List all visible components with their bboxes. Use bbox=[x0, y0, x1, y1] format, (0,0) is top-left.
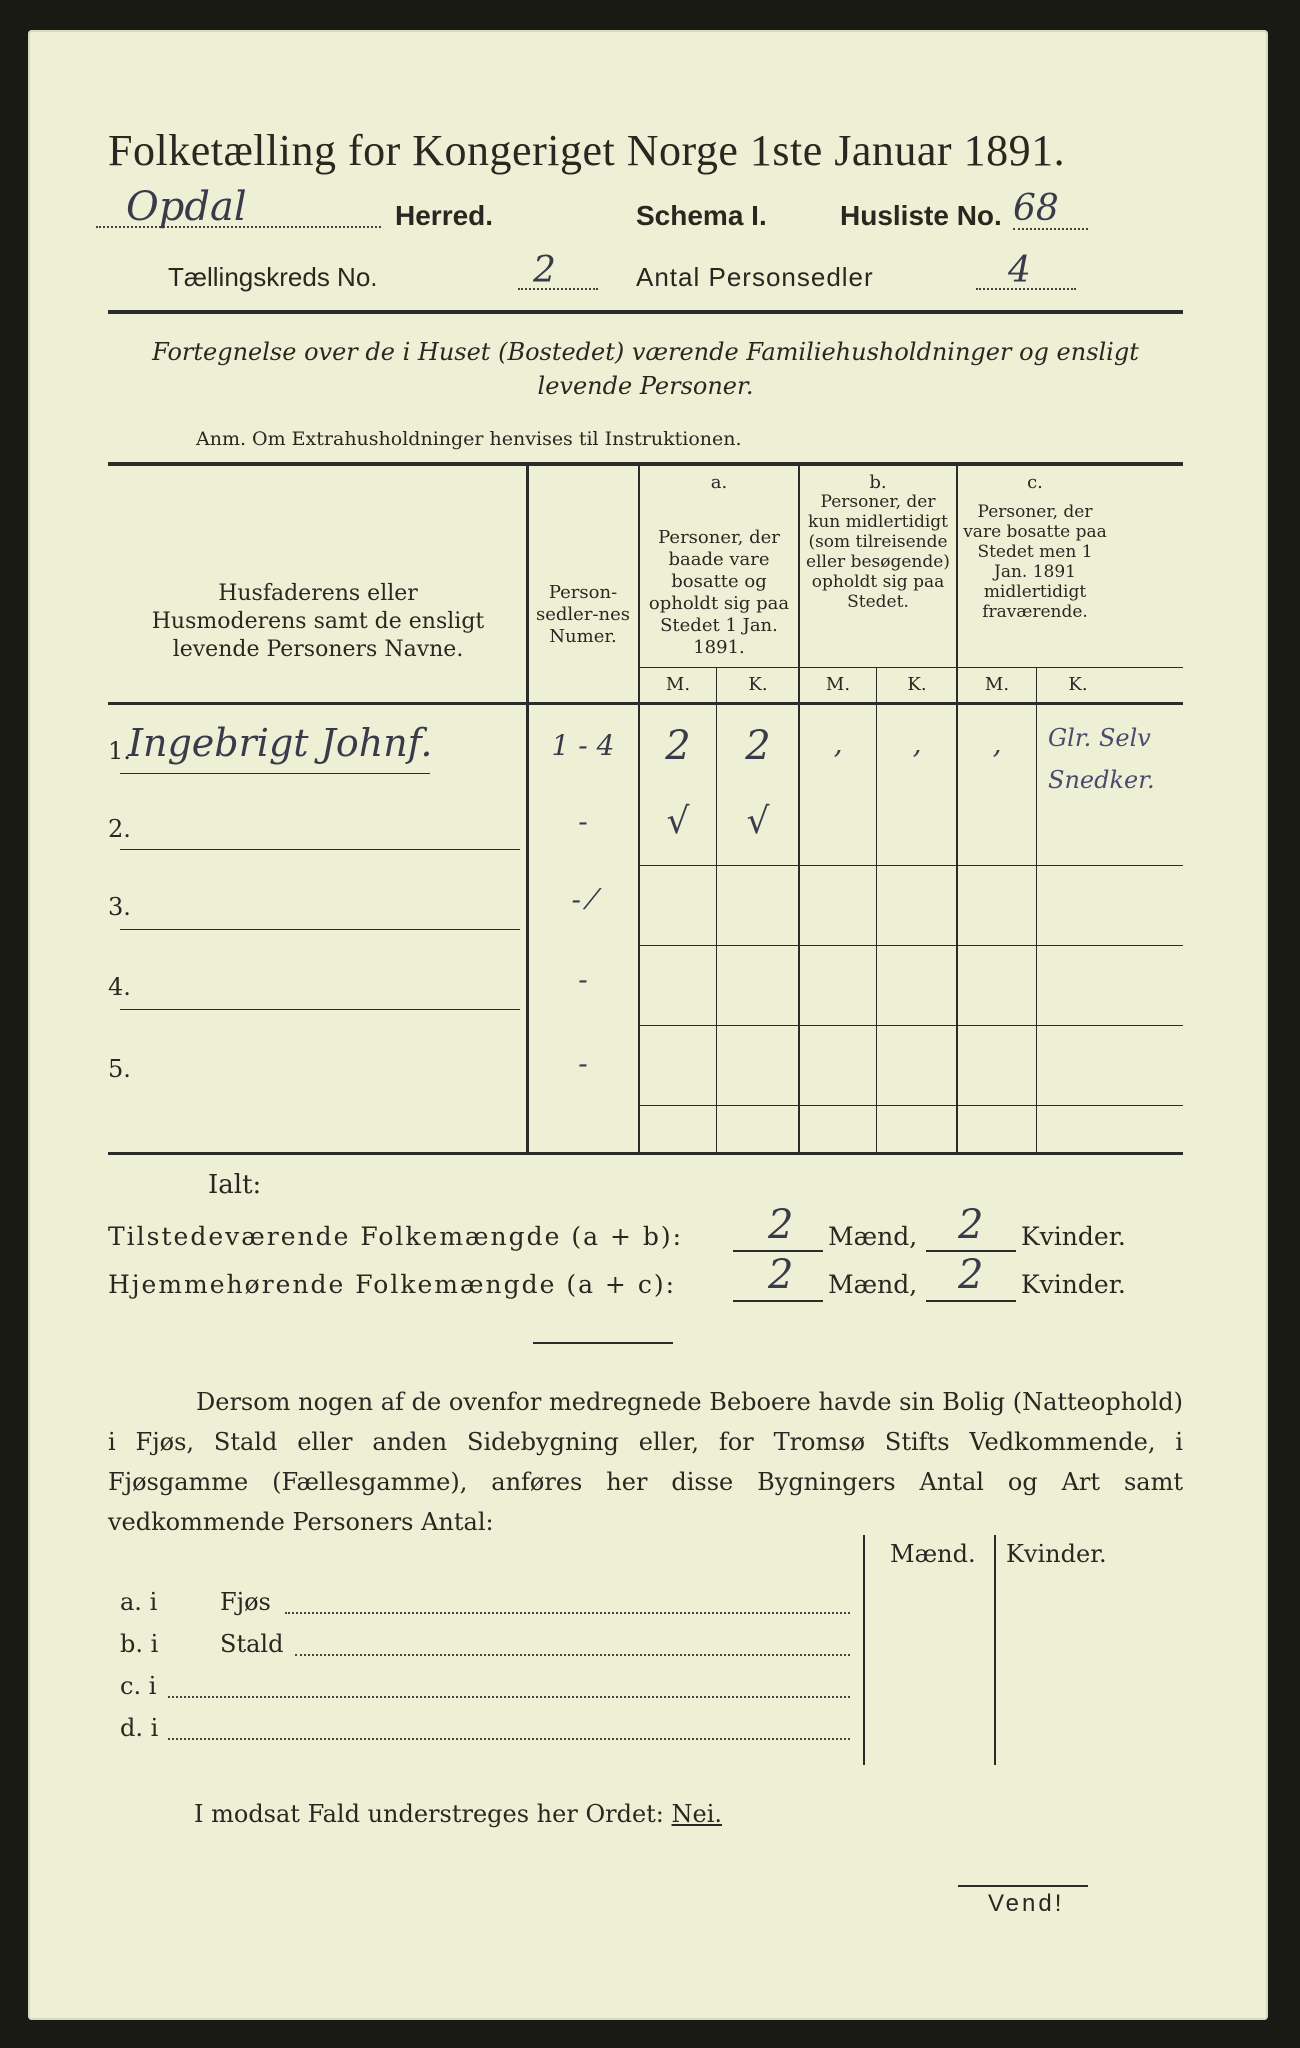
building-row-stald bbox=[120, 1630, 860, 1670]
total-resident-men: 2 bbox=[768, 1252, 794, 1298]
husliste-value: 68 bbox=[1013, 188, 1059, 229]
row-ak: 2 bbox=[745, 723, 771, 769]
building-row-fjos bbox=[120, 1588, 860, 1628]
kreds-value: 2 bbox=[533, 250, 556, 291]
row-am: 2 bbox=[665, 723, 691, 769]
row-num: - bbox=[578, 805, 588, 838]
row-name: Ingebrigt Johnf. bbox=[128, 721, 433, 765]
footer-text bbox=[194, 1800, 722, 1828]
herred-label: Herred. bbox=[395, 200, 494, 231]
row-number: 3. bbox=[108, 893, 131, 921]
row-num: - bbox=[578, 1047, 588, 1080]
building-label: Fjøs bbox=[220, 1588, 271, 1616]
col-num-header: Person-sedler-nes Numer. bbox=[536, 582, 630, 647]
row-number: 4. bbox=[108, 973, 131, 1001]
herred-field bbox=[96, 184, 386, 230]
table-row bbox=[108, 785, 1183, 865]
col-c-m: M. bbox=[984, 674, 1010, 695]
col-b-letter: b. bbox=[869, 472, 887, 493]
table-row bbox=[108, 945, 1183, 1025]
building-label: Stald bbox=[220, 1630, 284, 1658]
buildings-col-men: Mænd. bbox=[890, 1540, 976, 1568]
row-number: 1. bbox=[108, 737, 131, 765]
col-a-m: M. bbox=[665, 674, 691, 695]
herred-value: Opdal bbox=[126, 184, 247, 230]
total-resident-label: Hjemmehørende Folkemængde (a + c): bbox=[108, 1270, 676, 1299]
page-title: Folketælling for Kongeriget Norge 1ste Januar 1891. bbox=[108, 126, 1066, 175]
col-b-header: Personer, der kun midlertidigt (som tilreisende eller besøgende) opholdt sig paa Stedet. bbox=[806, 492, 950, 612]
row-bm: ‚ bbox=[833, 727, 843, 760]
col-a-letter: a. bbox=[710, 472, 728, 493]
kreds-label: Tællingskreds No. bbox=[168, 262, 378, 292]
row-num: 1 - 4 bbox=[551, 729, 615, 762]
row-cm: ‚ bbox=[992, 727, 1002, 760]
kvinder-label-2: Kvinder. bbox=[1021, 1270, 1126, 1299]
ialt-label: Ialt: bbox=[208, 1170, 262, 1200]
col-b-m: M. bbox=[825, 674, 851, 695]
intro-text: Fortegnelse over de i Huset (Bostedet) værende Familiehusholdninger og ensligt levende Personer. bbox=[152, 338, 1139, 400]
buildings-text: Dersom nogen af de ovenfor medregnede Beboere havde sin Bolig (Natteophold) i Fjøs, Stald eller anden Sidebygning eller, for Tromsø Stifts Vedkommende, i Fjøsgamme (Fællesgamme), anføres her disse Bygningers Antal og Art samt vedkommende Personers Antal: bbox=[108, 1388, 1183, 1536]
col-a-k: K. bbox=[748, 674, 768, 695]
table-row bbox=[108, 865, 1183, 945]
row-number: 5. bbox=[108, 1055, 131, 1083]
col-c-k: K. bbox=[1068, 674, 1088, 695]
maend-label-1: Mænd, bbox=[828, 1222, 918, 1251]
table-row bbox=[108, 1025, 1183, 1105]
table-row bbox=[108, 705, 1183, 794]
total-resident-women: 2 bbox=[958, 1252, 984, 1298]
row-num: - bbox=[578, 963, 588, 996]
divider bbox=[533, 1342, 673, 1344]
footer-label: I modsat Fald understreges her Ordet: bbox=[194, 1800, 664, 1828]
row-bk: ‚ bbox=[912, 727, 922, 760]
household-table bbox=[108, 462, 1183, 1157]
census-form bbox=[28, 30, 1268, 2020]
col-b-k: K. bbox=[907, 674, 927, 695]
buildings-col-women: Kvinder. bbox=[1006, 1540, 1107, 1568]
building-key: d. i bbox=[120, 1714, 159, 1742]
building-row-c bbox=[120, 1672, 860, 1712]
vend-label: Vend! bbox=[988, 1890, 1065, 1917]
col-name-header: Husfaderens eller Husmoderens samt de ensligt levende Personers Navne. bbox=[151, 581, 485, 662]
antal-label: Antal Personsedler bbox=[636, 262, 874, 292]
anm-note: Anm. Om Extrahusholdninger henvises til Instruktionen. bbox=[196, 428, 742, 450]
col-a-header: Personer, der baade vare bosatte og opholdt sig paa Stedet 1 Jan. 1891. bbox=[648, 527, 790, 658]
col-c-header: Personer, der vare bosatte paa Stedet men 1 Jan. 1891 midlertidigt fraværende. bbox=[963, 502, 1107, 622]
row-number: 2. bbox=[108, 815, 131, 843]
building-key: c. i bbox=[120, 1672, 157, 1700]
building-key: a. i bbox=[120, 1588, 158, 1616]
husliste-label: Husliste No. bbox=[840, 200, 1002, 231]
row-num: - ⁄ bbox=[571, 883, 595, 916]
maend-label-2: Mænd, bbox=[828, 1270, 918, 1299]
kvinder-label-1: Kvinder. bbox=[1021, 1222, 1126, 1251]
total-present-men: 2 bbox=[768, 1202, 794, 1248]
row-am: √ bbox=[666, 801, 690, 842]
total-present-label: Tilstedeværende Folkemængde (a + b): bbox=[108, 1222, 684, 1251]
row-ak: √ bbox=[746, 801, 770, 842]
building-key: b. i bbox=[120, 1630, 159, 1658]
schema-label: Schema I. bbox=[636, 200, 767, 231]
col-c-letter: c. bbox=[1027, 472, 1043, 493]
row-note: Glr. Selv Snedker. bbox=[1048, 724, 1155, 794]
header-rule bbox=[108, 310, 1183, 314]
antal-value: 4 bbox=[1008, 250, 1031, 291]
total-present-women: 2 bbox=[958, 1202, 984, 1248]
building-row-d bbox=[120, 1714, 860, 1754]
footer-word: Nei. bbox=[671, 1800, 723, 1828]
